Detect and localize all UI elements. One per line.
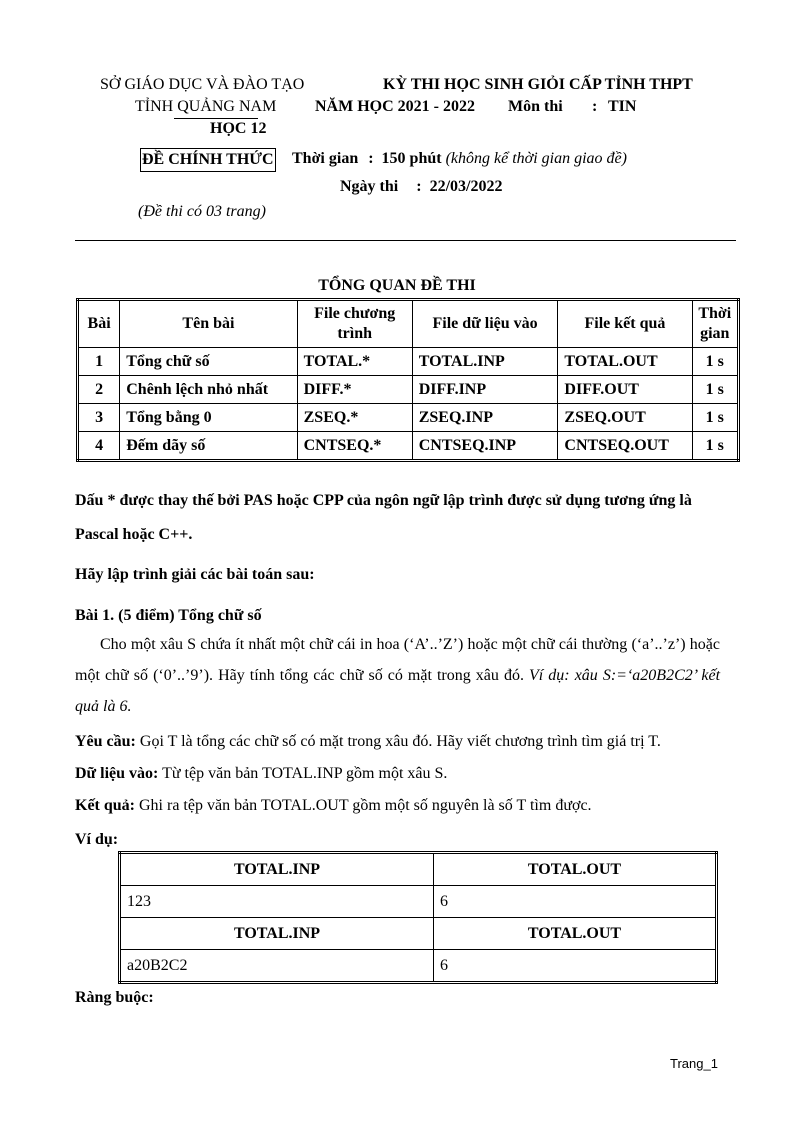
col-header-problem: Bài [78, 300, 120, 348]
subject-value-continued: HỌC 12 [210, 120, 267, 137]
time-note: (không kể thời gian giao đề) [445, 150, 627, 167]
example-inp-header: TOTAL.INP [120, 918, 434, 950]
problem1-heading: Bài 1. (5 điểm) Tổng chữ số [75, 607, 262, 624]
date-line [340, 178, 502, 196]
pages-note: (Đề thi có 03 trang) [138, 203, 266, 220]
example-header-row [120, 853, 717, 886]
time-value: 150 phút [381, 150, 442, 167]
problem1-description-text: Cho một xâu S chứa ít nhất một chữ cái in hoa (‘A’..’Z’) hoặc một chữ cái thường (‘a’..’z’) hoặc một chữ số (‘0’..’9’). Hãy tính tổng các chữ số có mặt trong xâu đó. [75, 636, 720, 684]
problem1-inline-example: Ví dụ: xâu S:=‘a20B2C2’ kết quả là 6. [75, 667, 721, 715]
overview-title: TỔNG QUAN ĐỀ THI [318, 277, 476, 294]
table-row [120, 950, 717, 983]
example-table [118, 851, 718, 984]
cell-output-file: ZSEQ.OUT [558, 404, 692, 432]
requirement-label: Yêu cầu: [75, 733, 136, 750]
col-header-output-file: File kết quả [558, 300, 692, 348]
subject-value: TIN [608, 98, 637, 115]
example-label: Ví dụ: [75, 831, 119, 848]
example-out-header: TOTAL.OUT [434, 853, 717, 886]
cell-input-file: TOTAL.INP [412, 348, 558, 376]
example-header-row [120, 918, 717, 950]
col-header-time: Thời gian [692, 300, 738, 348]
col-header-name: Tên bài [120, 300, 297, 348]
table-row [78, 376, 739, 404]
cell-output-file: TOTAL.OUT [558, 348, 692, 376]
cell-program-file: ZSEQ.* [297, 404, 412, 432]
time-line [292, 150, 627, 168]
cell-time-limit: 1 s [692, 376, 738, 404]
table-row [78, 432, 739, 461]
cell-output-file: DIFF.OUT [558, 376, 692, 404]
cell-output-file: CNTSEQ.OUT [558, 432, 692, 461]
problem1-description [75, 629, 720, 722]
example-inp-value: 123 [120, 886, 434, 918]
exam-title: KỲ THI HỌC SINH GIỎI CẤP TỈNH THPT [383, 76, 693, 93]
instruction-text: Hãy lập trình giải các bài toán sau: [75, 566, 315, 583]
cell-problem-number: 4 [78, 432, 120, 461]
output-label: Kết quả: [75, 797, 135, 814]
cell-problem-name: Đếm dãy số [120, 432, 297, 461]
overview-table [76, 298, 740, 462]
cell-problem-name: Tổng bằng 0 [120, 404, 297, 432]
example-inp-header: TOTAL.INP [120, 853, 434, 886]
problem1-output [75, 791, 720, 821]
cell-program-file: DIFF.* [297, 376, 412, 404]
cell-time-limit: 1 s [692, 432, 738, 461]
problem1-input [75, 759, 720, 789]
date-label: Ngày thi [340, 178, 399, 195]
output-text: Ghi ra tệp văn bản TOTAL.OUT gồm một số nguyên là số T tìm được. [139, 797, 592, 814]
cell-problem-name: Chênh lệch nhỏ nhất [120, 376, 297, 404]
cell-program-file: TOTAL.* [297, 348, 412, 376]
page-number: Trang_1 [670, 1056, 718, 1071]
cell-problem-name: Tổng chữ số [120, 348, 297, 376]
header-underline [174, 118, 258, 119]
example-out-value: 6 [434, 950, 717, 983]
subject-separator: : [592, 98, 598, 115]
example-out-value: 6 [434, 886, 717, 918]
province-name [135, 98, 276, 116]
time-separator: : [368, 150, 374, 167]
example-inp-value: a20B2C2 [120, 950, 434, 983]
cell-problem-number: 1 [78, 348, 120, 376]
header-divider [75, 240, 736, 241]
cell-input-file: ZSEQ.INP [412, 404, 558, 432]
star-note: Dấu * được thay thế bởi PAS hoặc CPP của ngôn ngữ lập trình được sử dụng tương ứng là Pascal hoặc C++. [75, 492, 692, 543]
official-exam-stamp: ĐỀ CHÍNH THỨC [140, 148, 276, 172]
table-row [78, 404, 739, 432]
input-text: Từ tệp văn bản TOTAL.INP gồm một xâu S. [162, 765, 448, 782]
table-row [78, 348, 739, 376]
subject-label: Môn thi [508, 98, 563, 115]
requirement-text: Gọi T là tổng các chữ số có mặt trong xâu đó. Hãy viết chương trình tìm giá trị T. [139, 733, 661, 750]
constraints-label: Ràng buộc: [75, 989, 154, 1006]
cell-time-limit: 1 s [692, 404, 738, 432]
date-separator: : [416, 178, 422, 195]
province-name-text: TỈNH QUẢNG NAM [135, 98, 277, 115]
overview-header-row [78, 300, 739, 348]
department-name: SỞ GIÁO DỤC VÀ ĐÀO TẠO [100, 76, 305, 93]
school-year: NĂM HỌC 2021 - 2022 [315, 98, 475, 115]
cell-time-limit: 1 s [692, 348, 738, 376]
input-label: Dữ liệu vào: [75, 765, 159, 782]
cell-input-file: CNTSEQ.INP [412, 432, 558, 461]
col-header-input-file: File dữ liệu vào [412, 300, 558, 348]
date-value: 22/03/2022 [429, 178, 503, 195]
cell-problem-number: 2 [78, 376, 120, 404]
cell-problem-number: 3 [78, 404, 120, 432]
time-label: Thời gian [292, 150, 359, 167]
col-header-program-file: File chương trình [297, 300, 412, 348]
cell-program-file: CNTSEQ.* [297, 432, 412, 461]
example-out-header: TOTAL.OUT [434, 918, 717, 950]
table-row [120, 886, 717, 918]
problem1-requirement [75, 727, 720, 757]
cell-input-file: DIFF.INP [412, 376, 558, 404]
